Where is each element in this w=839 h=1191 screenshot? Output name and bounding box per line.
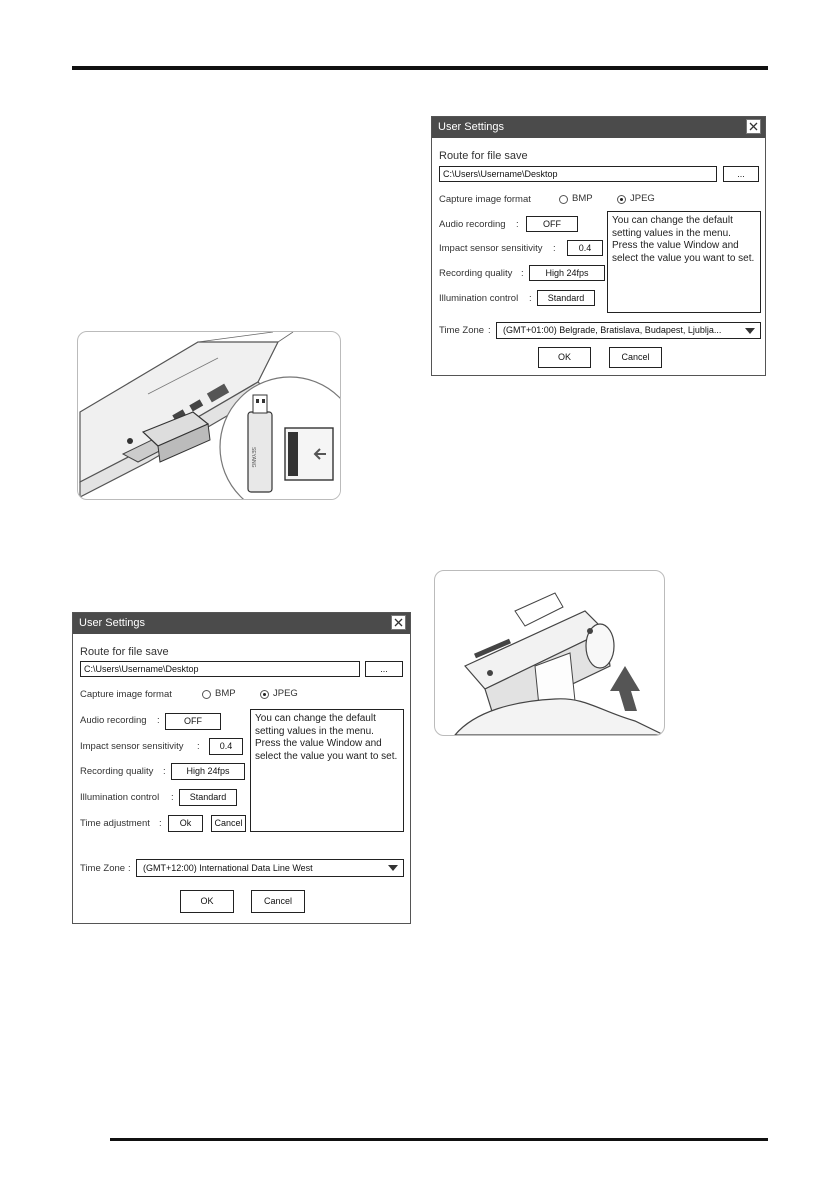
time-adjustment-ok-button[interactable]: Ok: [168, 815, 203, 832]
jpeg-radio[interactable]: [260, 690, 269, 699]
quality-colon: :: [521, 268, 524, 279]
dialog-title: User Settings: [79, 617, 146, 629]
audio-label: Audio recording: [439, 219, 506, 230]
illum-label: Illumination control: [80, 792, 160, 803]
impact-label: Impact sensor sensitivity: [439, 243, 543, 254]
timezone-label: Time Zone: [439, 325, 485, 336]
user-settings-dialog-bottom: [72, 612, 411, 924]
card-insertion-svg: [435, 571, 664, 735]
audio-value-button[interactable]: OFF: [165, 713, 221, 730]
ok-button[interactable]: OK: [180, 890, 234, 913]
route-label: Route for file save: [80, 646, 169, 658]
time-adjustment-cancel-button[interactable]: Cancel: [211, 815, 246, 832]
dialog-titlebar: [73, 613, 410, 634]
cancel-button[interactable]: Cancel: [251, 890, 305, 913]
top-rule: [72, 66, 768, 70]
dialog-title: User Settings: [438, 121, 505, 133]
timezone-value: (GMT+12:00) International Data Line West: [143, 863, 313, 873]
time-adjustment-colon: :: [159, 818, 162, 829]
reader-brand-label: SEYANG: [250, 447, 256, 468]
timezone-colon: :: [128, 863, 131, 874]
illum-value-button[interactable]: Standard: [537, 290, 595, 306]
audio-colon: :: [157, 715, 160, 726]
bmp-radio[interactable]: [202, 690, 211, 699]
jpeg-radio[interactable]: [617, 195, 626, 204]
help-note: You can change the default setting values in the menu. Press the value Window and select the value you want to set.: [607, 211, 761, 313]
audio-colon: :: [516, 219, 519, 230]
timezone-colon: :: [488, 325, 491, 336]
impact-colon: :: [553, 243, 556, 254]
laptop-card-reader-illustration: [77, 331, 341, 500]
timezone-value: (GMT+01:00) Belgrade, Bratislava, Budapest, Ljublja...: [503, 325, 722, 335]
impact-value-button[interactable]: 0.4: [567, 240, 603, 256]
user-settings-dialog-top: [431, 116, 766, 376]
illum-value-button[interactable]: Standard: [179, 789, 237, 806]
chevron-down-icon: [745, 328, 755, 334]
close-icon: [394, 618, 403, 627]
laptop-illustration-svg: [78, 332, 340, 499]
bmp-label: BMP: [572, 193, 593, 204]
illum-colon: :: [171, 792, 174, 803]
illum-label: Illumination control: [439, 293, 519, 304]
timezone-select[interactable]: [136, 859, 404, 877]
timezone-select[interactable]: [496, 322, 761, 339]
jpeg-label: JPEG: [273, 688, 298, 699]
quality-value-button[interactable]: High 24fps: [171, 763, 245, 780]
chevron-down-icon: [388, 865, 398, 871]
capture-format-label: Capture image format: [80, 689, 172, 700]
quality-value-button[interactable]: High 24fps: [529, 265, 605, 281]
path-input[interactable]: C:\Users\Username\Desktop: [80, 661, 360, 677]
capture-format-label: Capture image format: [439, 194, 531, 205]
impact-value-button[interactable]: 0.4: [209, 738, 243, 755]
close-button[interactable]: [746, 119, 761, 134]
cancel-button[interactable]: Cancel: [609, 347, 662, 368]
quality-colon: :: [163, 766, 166, 777]
bmp-label: BMP: [215, 688, 236, 699]
timezone-label: Time Zone: [80, 863, 126, 874]
bottom-rule: [110, 1138, 768, 1141]
close-icon: [749, 122, 758, 131]
ok-button[interactable]: OK: [538, 347, 591, 368]
browse-button[interactable]: ...: [723, 166, 759, 182]
audio-value-button[interactable]: OFF: [526, 216, 578, 232]
illum-colon: :: [529, 293, 532, 304]
help-note: You can change the default setting values in the menu. Press the value Window and select the value you want to set.: [250, 709, 404, 832]
card-insertion-illustration: [434, 570, 665, 736]
time-adjustment-label: Time adjustment: [80, 818, 150, 829]
route-label: Route for file save: [439, 150, 528, 162]
jpeg-label: JPEG: [630, 193, 655, 204]
quality-label: Recording quality: [439, 268, 513, 279]
impact-colon: :: [197, 741, 200, 752]
audio-label: Audio recording: [80, 715, 147, 726]
path-input[interactable]: C:\Users\Username\Desktop: [439, 166, 717, 182]
browse-button[interactable]: ...: [365, 661, 403, 677]
quality-label: Recording quality: [80, 766, 154, 777]
impact-label: Impact sensor sensitivity: [80, 741, 184, 752]
close-button[interactable]: [391, 615, 406, 630]
bmp-radio[interactable]: [559, 195, 568, 204]
dialog-titlebar: [432, 117, 765, 138]
